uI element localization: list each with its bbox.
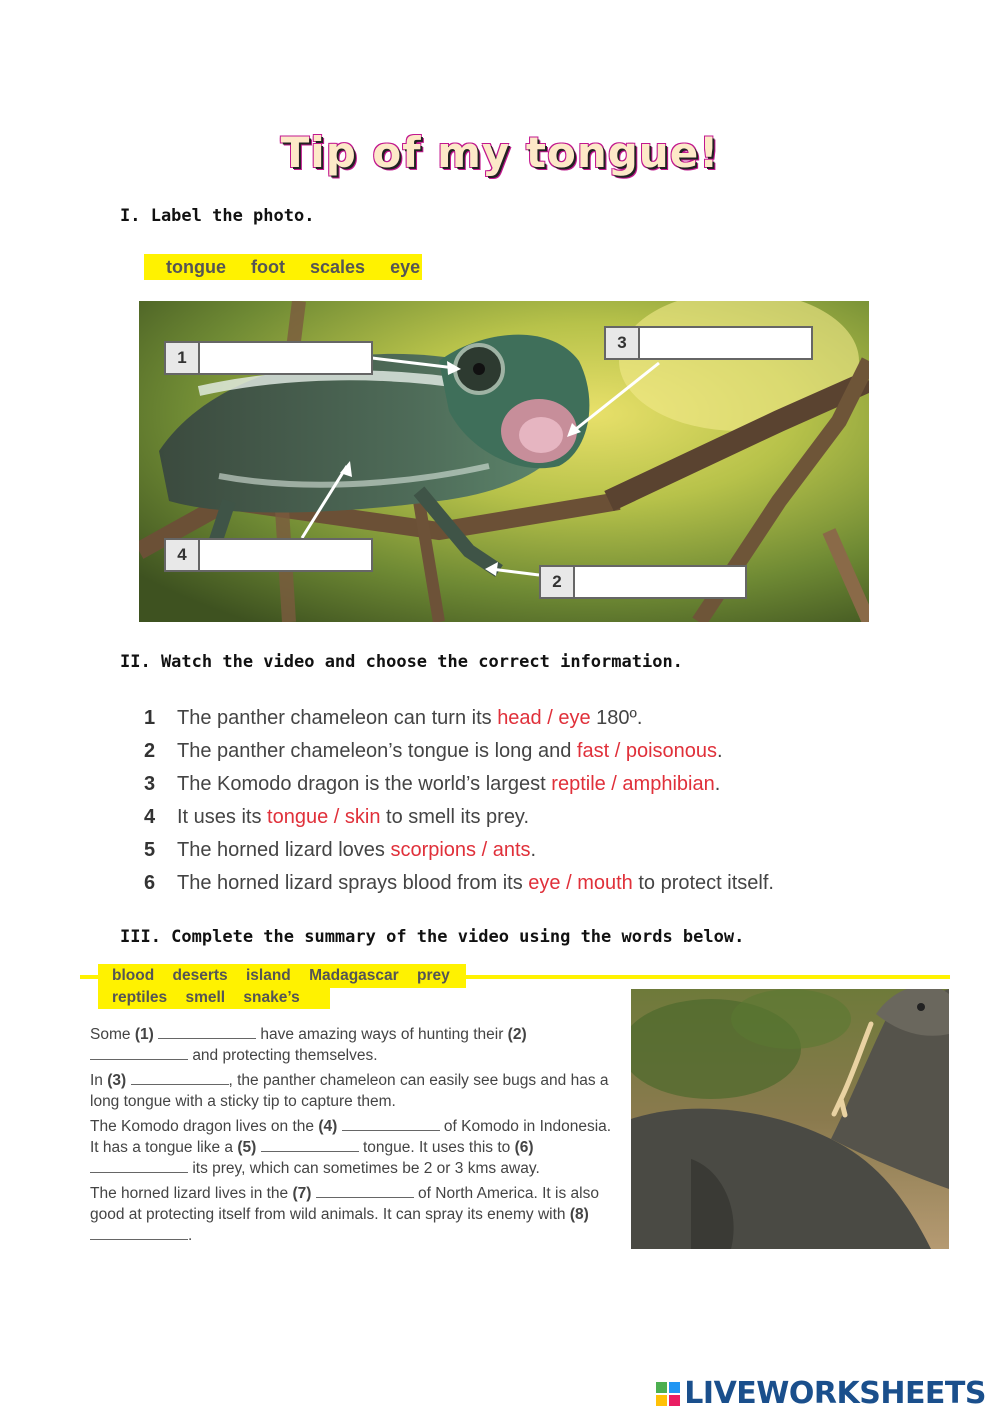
word-bank-item: Madagascar [309,967,399,984]
komodo-dragon-photo [631,989,949,1249]
word-bank-2-line-1 [98,964,466,988]
label-number: 3 [606,328,640,358]
item-number: 6 [144,872,156,894]
item-text: 180º. [590,707,643,729]
choice-option[interactable]: reptile / amphibian [551,773,715,795]
summary-text-fragment: and protecting themselves. [192,1047,378,1064]
item-text: . [530,839,537,861]
list-item [144,702,774,735]
word-bank-item: reptiles [112,989,168,1006]
summary-text-fragment: of Komodo in Indonesia. It has a tongue like a [90,1118,612,1156]
item-text: . [714,773,721,795]
blank-number: (5) [237,1139,257,1156]
blank-number: (7) [292,1185,312,1202]
choice-option[interactable]: eye / mouth [528,872,633,894]
item-text: to smell its prey. [380,806,530,828]
item-text: The Komodo dragon is the world’s largest [177,773,552,795]
blank-input-5[interactable] [261,1139,359,1152]
label-input-2[interactable] [575,567,745,597]
label-input-4[interactable] [200,540,371,570]
summary-text-fragment: of North America. It is also good at protecting itself from wild animals. It can spray its enemy with [90,1185,599,1223]
blank-input-2[interactable] [90,1047,188,1060]
summary-text-fragment: , the panther chameleon can easily see bugs and has a long tongue with a sticky tip to capture them. [90,1072,609,1110]
blank-number: (3) [107,1072,127,1089]
choice-option[interactable]: fast / poisonous [576,740,718,762]
label-input-3[interactable] [640,328,811,358]
blank-input-8[interactable] [90,1227,188,1240]
blank-number: (1) [134,1026,154,1043]
blank-number: (2) [507,1026,527,1043]
summary-text-fragment: In [90,1072,108,1089]
page-title: Tip of my tongue! [280,128,720,177]
summary-text-fragment: The horned lizard lives in the [90,1185,293,1202]
item-text: . [717,740,723,762]
word-bank-2-line-2 [98,987,330,1009]
item-number: 5 [144,839,156,861]
word-bank-item: smell [185,989,226,1006]
blank-input-6[interactable] [90,1160,188,1173]
label-box-4 [164,538,373,572]
word-bank-item: tongue [166,257,226,277]
list-item [144,735,774,768]
section-2-heading: II. Watch the video and choose the correct information. [120,652,683,672]
blank-input-4[interactable] [342,1118,440,1131]
item-text: The horned lizard sprays blood from its [177,872,529,894]
word-bank-item: deserts [172,967,228,984]
word-bank-1 [144,254,422,280]
blank-input-7[interactable] [316,1185,414,1198]
label-box-3 [604,326,813,360]
word-bank-item: foot [251,257,285,277]
summary-text-fragment: have amazing ways of hunting their [260,1026,508,1043]
item-number: 3 [144,773,156,795]
section-1-heading: I. Label the photo. [120,206,315,226]
blank-number: (4) [318,1118,338,1135]
question-list [144,702,774,900]
list-item [144,768,774,801]
label-number: 2 [541,567,575,597]
word-bank-item: scales [310,257,366,277]
blank-input-1[interactable] [158,1026,256,1039]
list-item [144,801,774,834]
label-number: 1 [166,343,200,373]
item-text: The panther chameleon can turn its [177,707,498,729]
label-input-1[interactable] [200,343,371,373]
summary-text-fragment: tongue. It uses this to [362,1139,515,1156]
choice-option[interactable]: tongue / skin [267,806,381,828]
word-bank-item: island [245,967,291,984]
blank-number: (6) [514,1139,534,1156]
label-box-1 [164,341,373,375]
word-bank-item: snake’s [243,989,300,1006]
logo-text: LIVEWORKSHEETS [684,1376,986,1411]
summary-paragraph [90,1183,620,1246]
liveworksheets-logo [656,1376,986,1411]
label-number: 4 [166,540,200,570]
summary-paragraph [90,1116,620,1179]
summary-paragraph [90,1070,620,1112]
label-box-2 [539,565,747,599]
summary-paragraph [90,1024,620,1066]
item-number: 2 [144,740,156,762]
item-text: The panther chameleon’s tongue is long and [177,740,577,762]
section-3-heading: III. Complete the summary of the video using the words below. [120,927,745,947]
summary-text [90,1024,620,1250]
item-text: It uses its [177,806,268,828]
list-item [144,867,774,900]
choice-option[interactable]: head / eye [497,707,591,729]
item-text: The horned lizard loves [177,839,391,861]
item-number: 1 [144,707,156,729]
choice-option[interactable]: scorpions / ants [390,839,531,861]
word-bank-item: eye [390,257,421,277]
summary-text-fragment: The Komodo dragon lives on the [90,1118,319,1135]
blank-input-3[interactable] [131,1072,229,1085]
list-item [144,834,774,867]
item-number: 4 [144,806,156,828]
summary-text-fragment: Some [90,1026,135,1043]
logo-grid-icon [656,1382,680,1406]
summary-text-fragment: . [188,1227,193,1244]
blank-number: (8) [569,1206,589,1223]
summary-text-fragment: its prey, which can sometimes be 2 or 3 kms away. [192,1160,540,1177]
word-bank-item: blood [112,967,155,984]
item-text: to protect itself. [632,872,774,894]
word-bank-item: prey [417,967,450,984]
chameleon-photo [139,301,869,622]
